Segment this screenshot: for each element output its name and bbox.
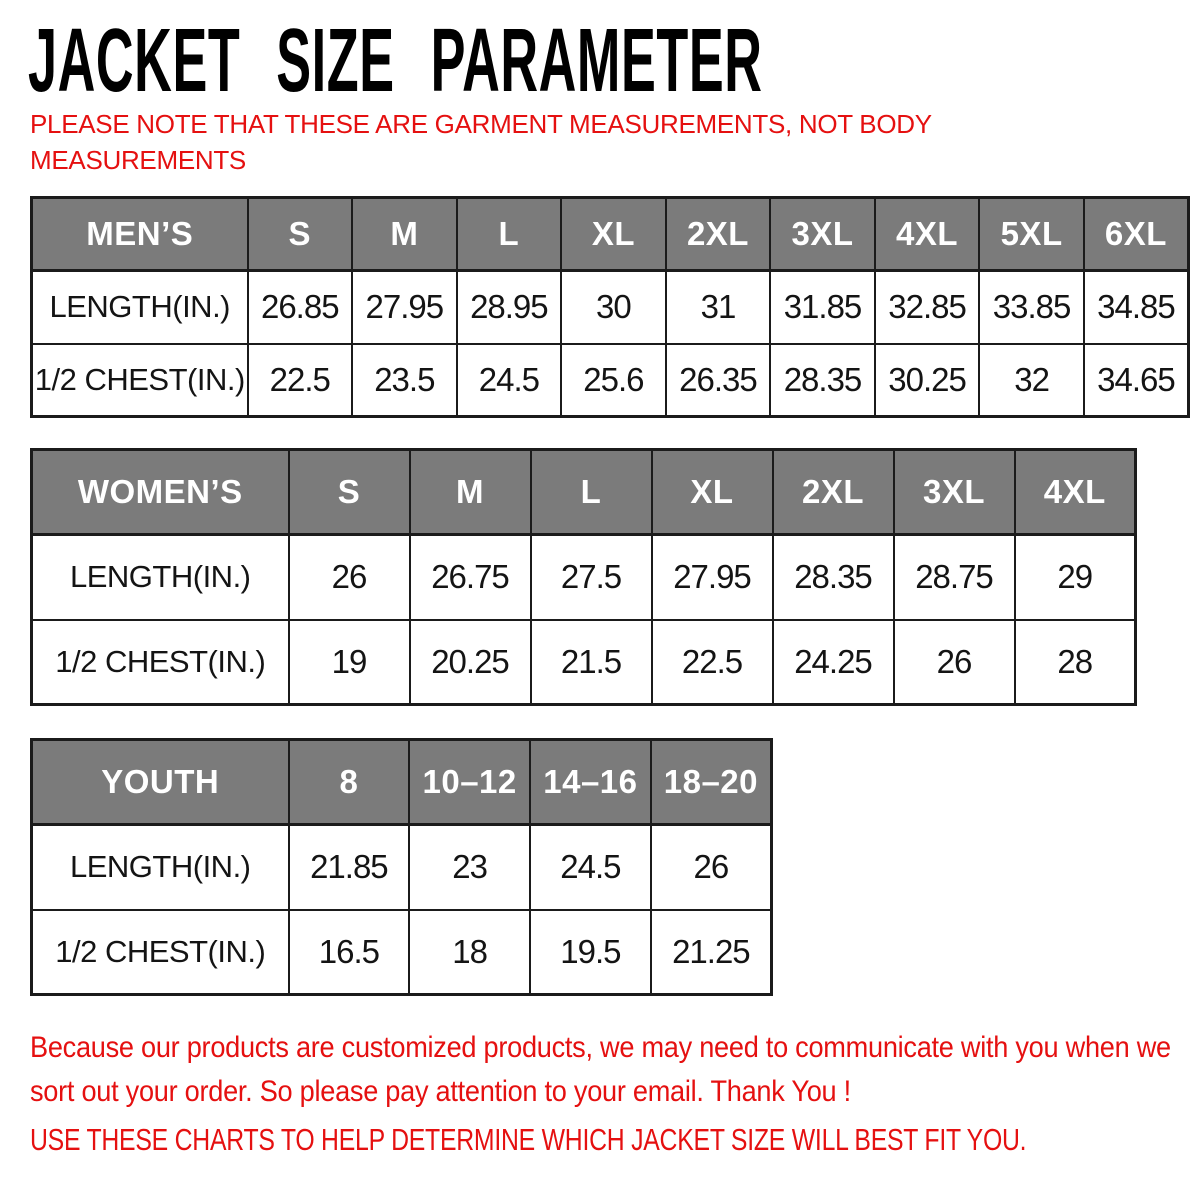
size-column-header: 4XL [1015,450,1136,535]
mens-size-table [30,196,1190,418]
size-value: 27.95 [652,535,773,620]
size-column-header: 3XL [770,198,875,271]
size-value: 22.5 [248,344,353,417]
size-column-header: XL [652,450,773,535]
size-value: 30 [561,271,666,344]
mens-header-row [32,198,1189,271]
youth-length-row [32,825,772,910]
womens-table-title: WOMEN’S [32,450,289,535]
youth-chest-row [32,910,772,995]
size-value: 34.65 [1084,344,1189,417]
size-value: 24.5 [530,825,651,910]
size-value: 32 [979,344,1084,417]
mens-table-title: MEN’S [32,198,248,271]
size-value: 28.75 [894,535,1015,620]
size-column-header: XL [561,198,666,271]
size-column-header: 3XL [894,450,1015,535]
size-column-header: S [248,198,353,271]
size-value: 26 [894,620,1015,705]
row-label: 1/2 CHEST(IN.) [32,344,248,417]
size-column-header: 6XL [1084,198,1189,271]
size-value: 19 [289,620,410,705]
size-value: 20.25 [410,620,531,705]
size-column-header: M [410,450,531,535]
size-value: 26.75 [410,535,531,620]
size-value: 28.35 [770,344,875,417]
page-title [28,11,1200,111]
size-value: 33.85 [979,271,1084,344]
size-value: 26.35 [666,344,771,417]
row-label: LENGTH(IN.) [32,271,248,344]
size-column-header: S [289,450,410,535]
size-column-header: 2XL [773,450,894,535]
size-value: 23 [409,825,530,910]
size-column-header: 10–12 [409,740,530,825]
womens-header-row [32,450,1136,535]
size-column-header: 18–20 [651,740,772,825]
size-value: 24.5 [457,344,562,417]
size-column-header: 5XL [979,198,1084,271]
size-column-header: 2XL [666,198,771,271]
page-title-text: JACKET SIZE PARAMETER [28,11,763,111]
size-value: 24.25 [773,620,894,705]
size-value: 31 [666,271,771,344]
youth-table-title: YOUTH [32,740,289,825]
womens-chest-row [32,620,1136,705]
youth-size-table [30,738,773,996]
womens-size-table [30,448,1137,706]
size-value: 21.85 [289,825,410,910]
customization-notice: Because our products are customized products, we may need to communicate with you when we sort out your order. So please pay attention to your email. Thank You ! [30,1031,1171,1108]
size-column-header: M [352,198,457,271]
row-label: LENGTH(IN.) [32,825,289,910]
size-value: 21.25 [651,910,772,995]
size-value: 29 [1015,535,1136,620]
row-label: 1/2 CHEST(IN.) [32,910,289,995]
size-value: 27.95 [352,271,457,344]
size-column-header: L [531,450,652,535]
size-value: 19.5 [530,910,651,995]
row-label: LENGTH(IN.) [32,535,289,620]
size-value: 18 [409,910,530,995]
size-column-header: 14–16 [530,740,651,825]
size-column-header: 8 [289,740,410,825]
size-value: 27.5 [531,535,652,620]
size-value: 30.25 [875,344,980,417]
mens-length-row [32,271,1189,344]
womens-length-row [32,535,1136,620]
size-value: 32.85 [875,271,980,344]
size-value: 34.85 [1084,271,1189,344]
youth-header-row [32,740,772,825]
mens-chest-row [32,344,1189,417]
row-label: 1/2 CHEST(IN.) [32,620,289,705]
size-value: 26 [651,825,772,910]
size-value: 21.5 [531,620,652,705]
size-value: 28.35 [773,535,894,620]
size-value: 26.85 [248,271,353,344]
size-value: 22.5 [652,620,773,705]
size-value: 23.5 [352,344,457,417]
size-column-header: L [457,198,562,271]
garment-measurement-note: PLEASE NOTE THAT THESE ARE GARMENT MEASUREMENTS, NOT BODY MEASUREMENTS [30,109,932,176]
size-value: 25.6 [561,344,666,417]
size-value: 28 [1015,620,1136,705]
size-value: 16.5 [289,910,410,995]
size-column-header: 4XL [875,198,980,271]
size-value: 28.95 [457,271,562,344]
size-value: 31.85 [770,271,875,344]
fit-instruction: USE THESE CHARTS TO HELP DETERMINE WHICH JACKET SIZE WILL BEST FIT YOU. [30,1122,1027,1157]
size-value: 26 [289,535,410,620]
